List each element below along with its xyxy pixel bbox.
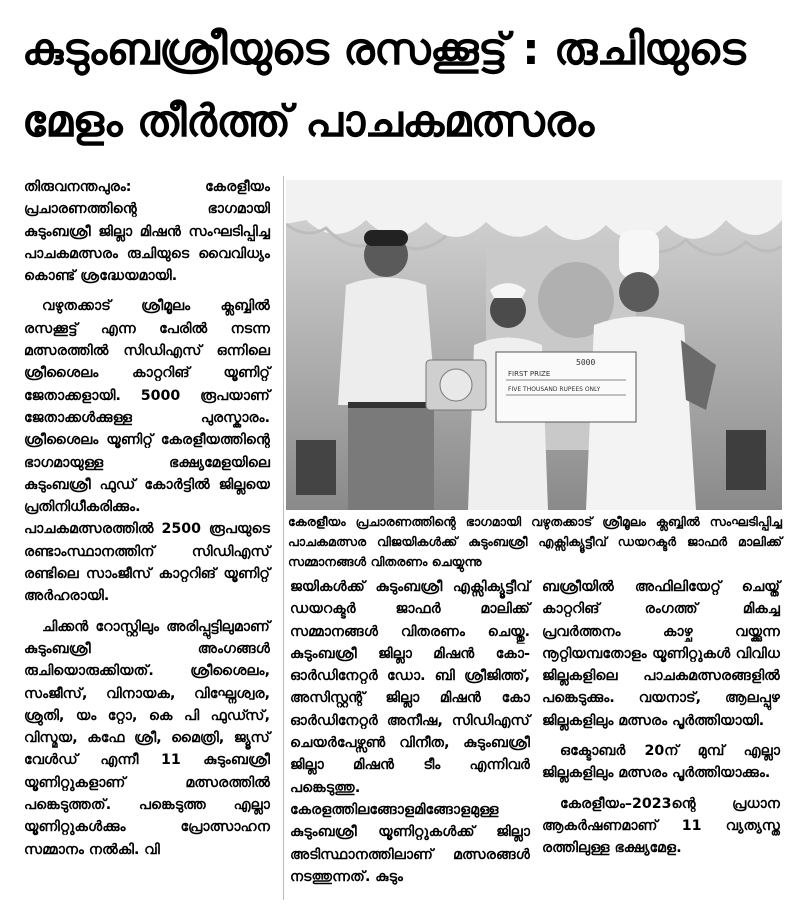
paragraph-deadline: ഒക്ടോബർ 20ന് മുമ്പ് എല്ലാ ജില്ലകളിലും മത്സരം പൂർത്തിയാക്കും. (542, 743, 780, 782)
headline (22, 14, 782, 158)
photo-caption: കേരളീയം പ്രചാരണത്തിന്റെ ഭാഗമായി വഴുതക്കാട് ശ്രീമൂലം ക്ലബ്ബിൽ സംഘടിപ്പിച്ച പാചകമത്സര വിജയികൾക്ക് കുടുംബശ്രീ എക്സിക്യൂട്ടീവ് ഡയറക്ടർ ജാഫർ മാലിക്ക് സമ്മാനങ്ങൾ വിതരണം ചെയ്യുന്നു (288, 514, 782, 569)
paragraph-winners: വഴുതക്കാട് ശ്രീമൂലം ക്ലബ്ബിൽ രസക്കൂട്ട് എന്ന പേരിൽ നടന്ന മത്സരത്തിൽ സിഡിഎസ് ഒന്നിലെ ശ്രീശൈലം കാറ്ററിങ് യൂണിറ്റ് ജേതാക്കളായി. 5000 രൂപയാണ് ജേതാക്കൾക്കുള്ള പുരസ്കാരം. ശ്രീശൈലം യൂണിറ്റ് കേരളീയത്തിന്റെ ഭാഗമായുള്ള ഭക്ഷ്യമേളയിലെ കുടുംബശ്രീ ഫുഡ് കോർട്ടിൽ ജില്ലയെ പ്രതിനിധീകരിക്കും. പാചകമത്സരത്തിൽ 2500 രൂപയുടെ രണ്ടാംസ്ഥാനത്തിന് സിഡിഎസ് രണ്ടിലെ സാംജീസ് കാറ്ററിങ് യൂണിറ്റ് അർഹരായി. (24, 298, 270, 605)
paragraph-keraleeyam: കേരളീയം–2023ന്റെ പ്രധാന ആകർഷണമാണ് 11 വ്യത്യസ്ത രത്തിലുള്ള ഭക്ഷ്യമേള. (542, 795, 780, 857)
article-column-left (24, 176, 270, 869)
column-divider (283, 176, 284, 900)
event-photo-illustration (286, 180, 782, 510)
paragraph-units: ബശ്രീയിൽ അഫിലിയേറ്റ് ചെയ്ത് കാറ്ററിങ് രംഗത്ത് മികച്ച പ്രവർത്തനം കാഴ്ച വയ്ക്കുന്ന നൂറ്റിയമ്പതോളം യൂണിറ്റുകൾ വിവിധ ജില്ലകളിലെ പാചകമത്സരങ്ങളിൽ പങ്കെടുക്കും. വയനാട്, ആലപ്പുഴ ജില്ലകളിലും മത്സരം പൂർത്തിയായി. (542, 579, 780, 729)
paragraph-intro: തിരുവനന്തപുരം: കേരളീയം പ്രചാരണത്തിന്റെ ഭാഗമായി കുടുംബശ്രീ ജില്ലാ മിഷൻ സംഘടിപ്പിച്ച പാചകമത്സരം രുചിയുടെ വൈവിധ്യം കൊണ്ട് ശ്രദ്ധേയമായി. (24, 179, 270, 285)
event-photo (286, 180, 782, 510)
article-column-right (542, 576, 780, 868)
paragraph-participants: ചിക്കൻ റോസ്റ്റിലും അരിപ്പുട്ടിലുമാണ് കുടുംബശ്രീ അംഗങ്ങൾ രുചിയൊരുക്കിയത്. ശ്രീശൈലം, സംജീസ്, വിനായക, വിഘ്നേശ്വര, ശ്രുതി, യം റ്റോ, കെ പി ഫുഡ്സ്, വിസ്മയ, കഫേ ശ്രീ, മൈത്രി, ജ്യൂസ് വേൾഡ് എന്നീ 11 കുടുംബശ്രീ യൂണിറ്റുകളാണ് മത്സരത്തിൽ പങ്കെടുത്തത്. പങ്കെടുത്ത എല്ലാ യൂണിറ്റുകൾക്കും പ്രോത്സാഹന സമ്മാനം നൽകി. വി (24, 618, 270, 858)
article-column-middle (290, 576, 530, 896)
headline-line-2: മേളം തീർത്ത് പാചകമത്സരം (22, 96, 594, 147)
cheque-line-1: FIRST PRIZE (508, 370, 551, 378)
cheque-line-2: FIVE THOUSAND RUPEES ONLY (508, 386, 601, 393)
cheque-amount: 5000 (576, 358, 596, 367)
paragraph-awards: ജയികൾക്ക് കുടുംബശ്രീ എക്സിക്യൂട്ടീവ് ഡയറക്ടർ ജാഫർ മാലിക്ക് സമ്മാനങ്ങൾ വിതരണം ചെയ്തു. കുടുംബശ്രീ ജില്ലാ മിഷൻ കോ-ഓർഡിനേറ്റർ ഡോ. ബി ശ്രീജിത്ത്, അസിസ്റ്റന്റ് ജില്ലാ മിഷൻ കോ ഓർഡിനേറ്റർ അനീഷ, സിഡിഎസ് ചെയർപേഴ്സൺ വിനീത, കുടുംബശ്രീ ജില്ലാ മിഷൻ ടീം എന്നിവർ പങ്കെടുത്തു. കേരളത്തിലങ്ങോളമിങ്ങോളമുള്ള കുടുംബശ്രീ യൂണിറ്റുകൾക്ക് ജില്ലാ അടിസ്ഥാനത്തിലാണ് മത്സരങ്ങൾ നടത്തുന്നത്. കുടും (290, 579, 530, 885)
headline-line-1: കുടുംബശ്രീയുടെ രസക്കൂട്ട് : രുചിയുടെ (22, 24, 746, 75)
